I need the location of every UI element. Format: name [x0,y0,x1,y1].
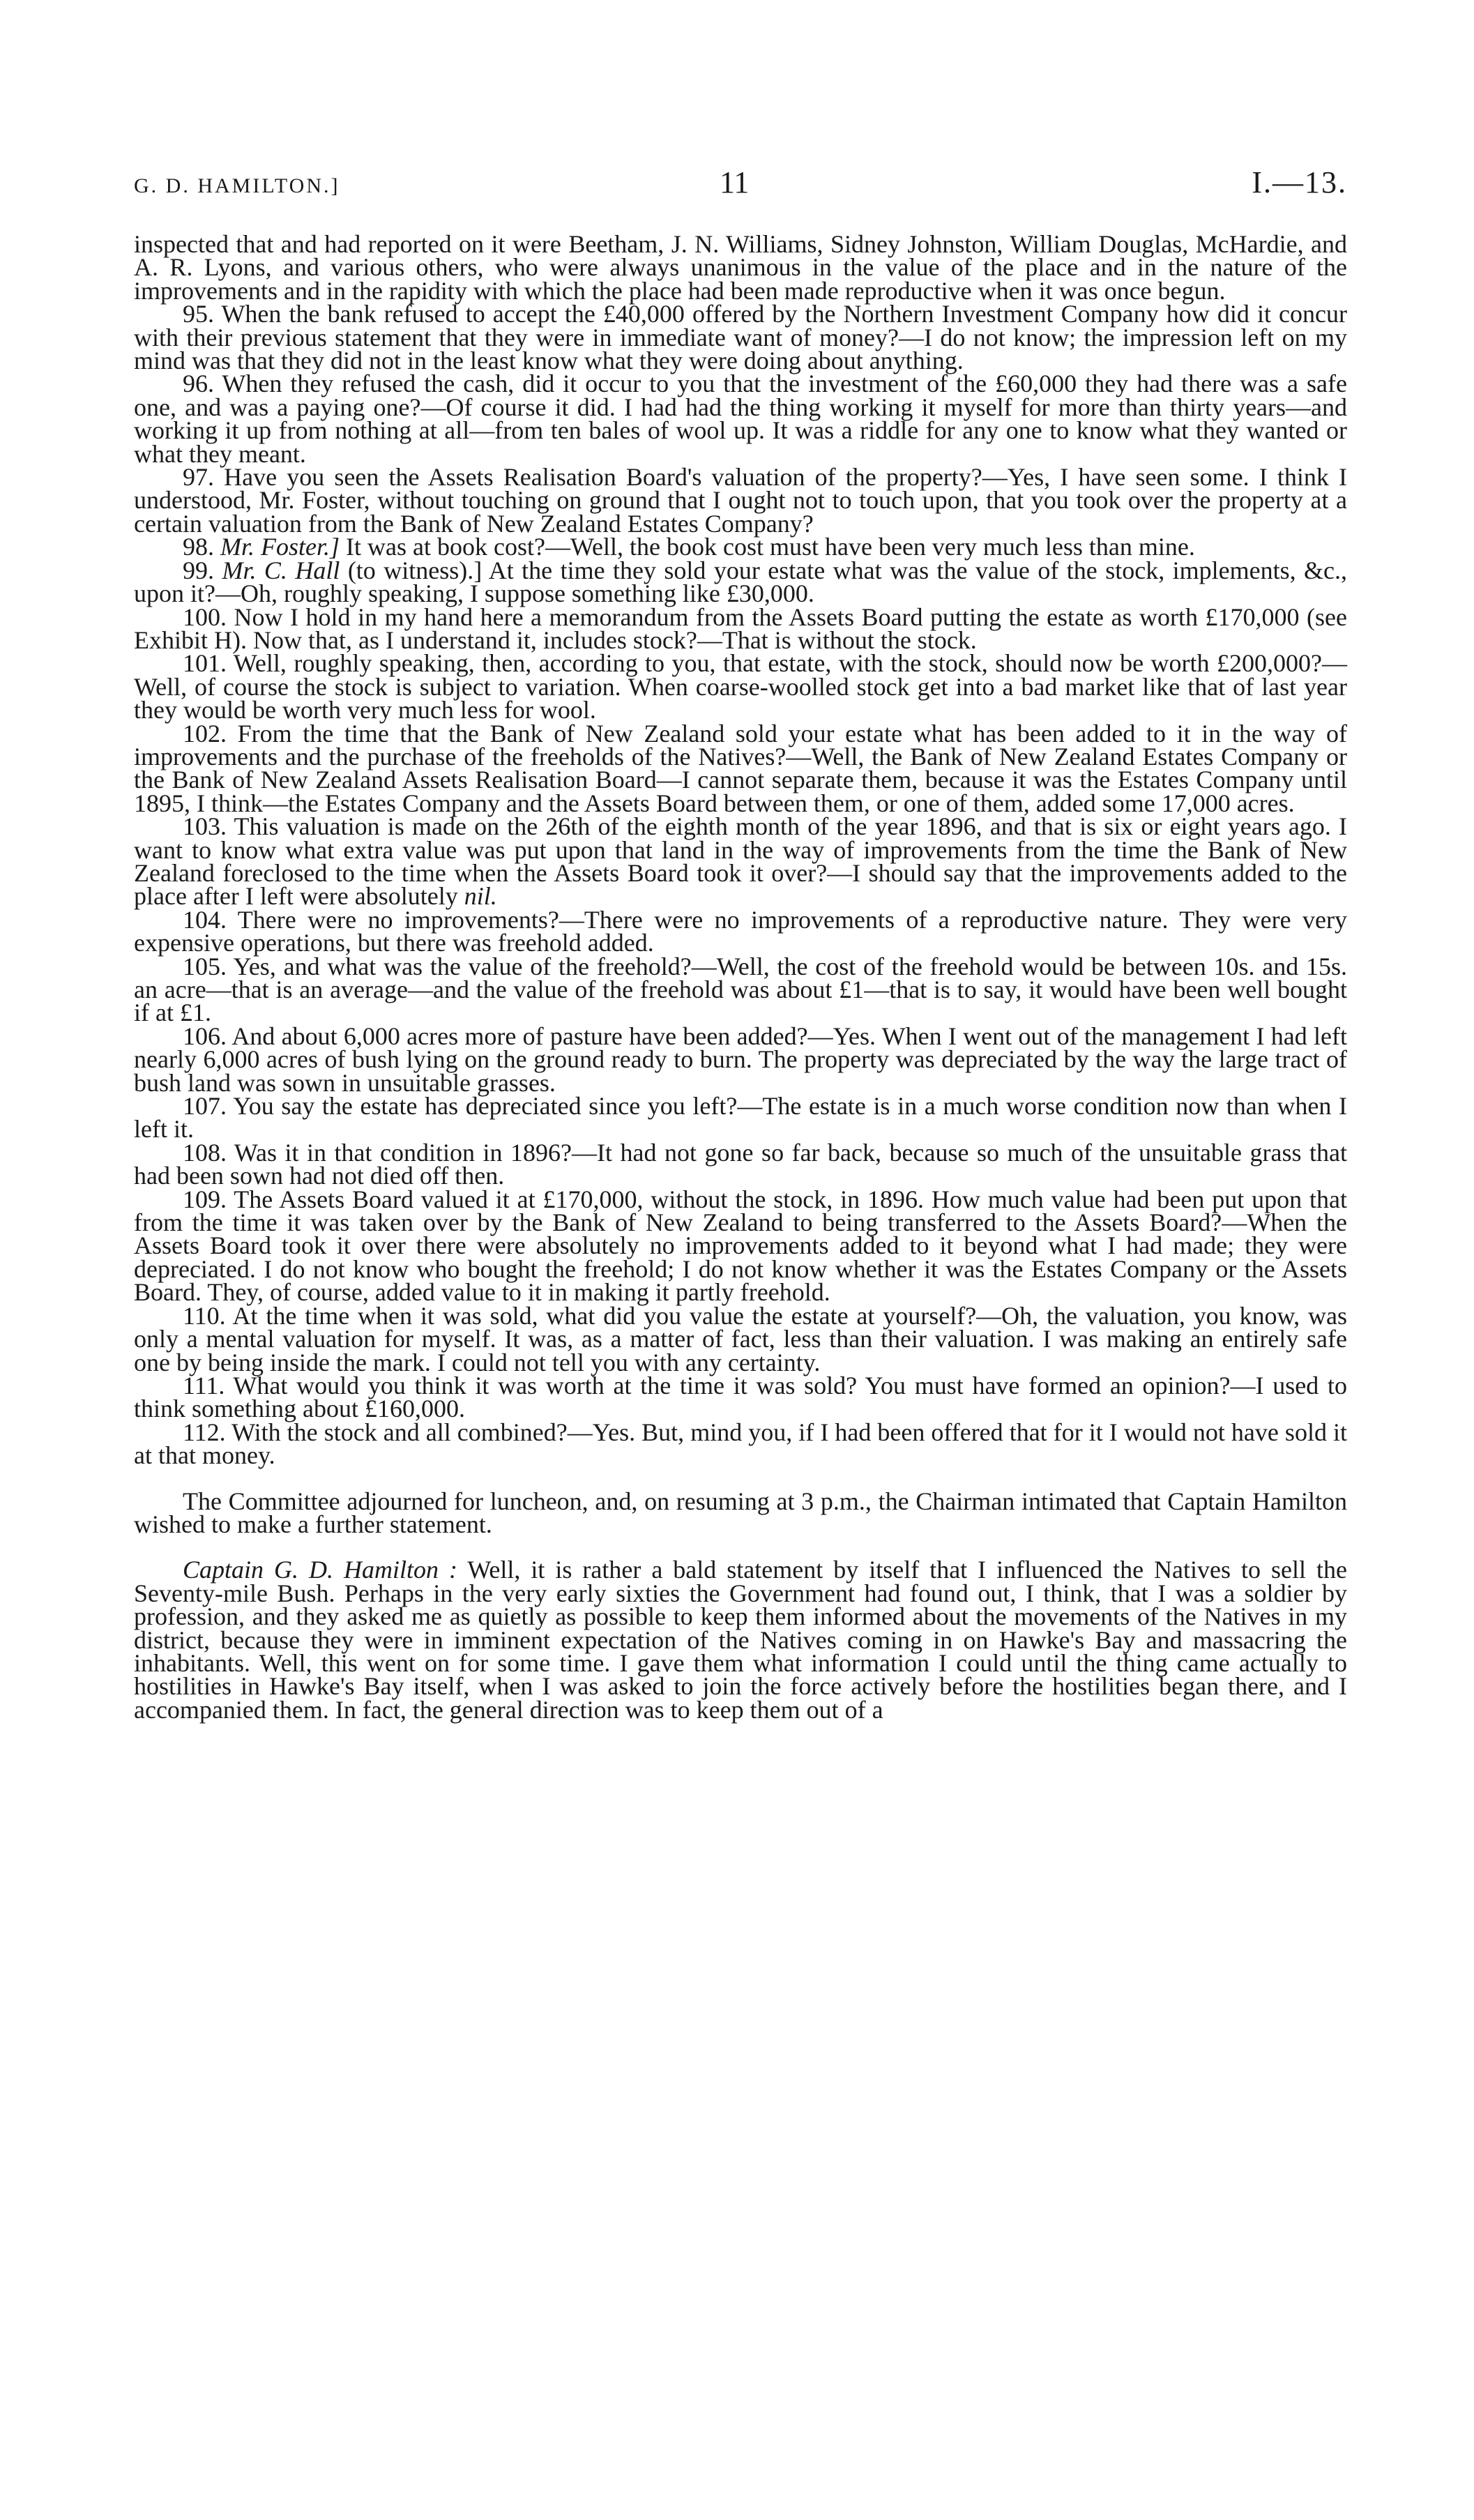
question-text: Well, roughly speaking, then, according to you, that estate, with the stock, should now be worth £200,000?—Well, of course the stock is subject to variation. When coarse-woolled stock get into a bad market like that of last year they would be worth very much less for wool. [134,649,1347,724]
question-104 [134,905,1347,957]
question-95 [134,300,1347,375]
question-number: 98. [183,533,214,561]
question-96 [134,372,1347,466]
adjournment-note: The Committee adjourned for luncheon, and, on resuming at 3 p.m., the Chairman intimated that Captain Hamilton wished to make a further statement. [134,1487,1347,1538]
page-body [134,230,1348,1724]
question-number: 97. [183,463,214,492]
speaker-note: (to witness).] [347,556,483,584]
speaker-name: Mr. Foster.] [220,533,340,561]
question-number: 108. [183,1138,227,1167]
speaker-name: Mr. C. Hall [222,556,340,584]
question-105 [134,952,1347,1027]
question-110 [134,1301,1348,1376]
question-number: 107. [183,1092,227,1121]
italic-tail: nil. [464,882,497,911]
question-number: 105. [183,952,227,980]
question-text: Yes, and what was the value of the freehold?—Well, the cost of the freehold would be between 10s. and 15s. an acre—that is an average—and the value of the freehold was about £1—that is to say, it would have been well bought if at £1. [134,952,1347,1027]
question-103 [134,812,1347,911]
question-text: This valuation is made on the 26th of the eighth month of the year 1896, and that is six or eight years ago. I want to know what extra value was put upon that land in the way of improvements from the time the Bank of New Zealand foreclosed to the time when the Assets Board took it over?—I should say that the improvements added to the place after I left were absolutely [134,812,1347,911]
question-text: Was it in that condition in 1896?—It had not gone so far back, because so much of the unsuitable grass that had been sown had not died off then. [134,1138,1347,1190]
question-106 [134,1022,1347,1097]
page-header [134,165,1347,206]
question-102 [134,719,1347,817]
speaker-name: Captain G. D. Hamilton : [183,1556,457,1584]
question-number: 112. [183,1418,226,1446]
question-text: The Assets Board valued it at £170,000, without the stock, in 1896. How much value had been put upon that from the time it was taken over by the Bank of New Zealand to being transferred to the Assets Board?—When the Assets Board took it over there were absolutely no improvements added to it beyond what I had made; they were depreciated. I do not know who bought the freehold; I do not know whether it was the Estates Company or the Assets Board. They, of course, added value to it in making it partly freehold. [134,1185,1347,1307]
question-number: 99. [183,556,214,584]
question-number: 96. [183,370,214,398]
question-number: 110. [183,1301,226,1330]
question-108 [134,1138,1347,1190]
question-number: 111. [183,1371,225,1399]
question-number: 102. [183,719,227,747]
question-109 [134,1185,1347,1307]
question-number: 104. [183,905,227,934]
question-text: And about 6,000 acres more of pasture have been added?—Yes. When I went out of the management I had left nearly 6,000 acres of bush lying on the ground ready to burn. The property was depreciated by the way the large tract of bush land was sown in unsuitable grasses. [134,1022,1347,1097]
question-number: 109. [183,1185,227,1213]
question-98 [134,533,1347,561]
question-number: 95. [183,300,214,328]
question-number: 101. [183,649,227,678]
question-text: What would you think it was worth at the time it was sold? You must have formed an opinion?—I used to think something about £160,000. [134,1371,1347,1423]
question-100 [134,602,1348,654]
question-text: Have you seen the Assets Realisation Board's valuation of the property?—Yes, I have seen some. I think I understood, Mr. Foster, without touching on ground that I ought not to touch upon, that you took over the property at a certain valuation from the Bank of New Zealand Estates Company? [134,463,1347,538]
question-text: At the time they sold your estate what was the value of the stock, implements, &c., upon it?—Oh, roughly speaking, I suppose something like £30,000. [134,556,1348,608]
intro-paragraph: inspected that and had reported on it were Beetham, J. N. Williams, Sidney Johnston, William Douglas, McHardie, and A. R. Lyons, and various others, who were always unanimous in the value of the place and in the nature of the improvements and in the rapidity with which the place had been made reproductive when it was once begun. [134,230,1347,305]
question-text: When they refused the cash, did it occur to you that the investment of the £60,000 they had there was a safe one, and was a paying one?—Of course it did. I had had the thing working it myself for more than thirty years—and working it up from nothing at all—from ten bales of wool up. It was a riddle for any one to know what they wanted or what they meant. [134,370,1347,468]
question-text: It was at book cost?—Well, the book cost must have been very much less than mine. [346,533,1195,561]
question-number: 100. [183,602,227,631]
question-111 [134,1371,1347,1423]
hamilton-statement [134,1558,1347,1722]
question-97 [134,463,1347,538]
statement-text: Well, it is rather a bald statement by itself that I influenced the Natives to sell the Seventy-mile Bush. Perhaps in the very early sixties the Government had found out, I think, that I was a soldier by profession, and they asked me as quietly as possible to keep them informed about the movements of the Natives in my district, because they were in imminent expectation of the Natives coming in on Hawke's Bay and massacring the inhabitants. Well, this went on for some time. I gave them what information I could until the thing came actually to hostilities in Hawke's Bay itself, when I was asked to join the force actively before the hostilities began there, and I accompanied them. In fact, the general direction was to keep them out of a [134,1556,1347,1724]
question-number: 106. [183,1022,227,1050]
header-witness-name: G. D. HAMILTON.] [134,174,340,197]
question-112 [134,1418,1347,1470]
question-text: At the time when it was sold, what did you value the estate at yourself?—Oh, the valuation, you know, was only a mental valuation for myself. It was, as a matter of fact, less than their valuation. I was making an entirely safe one by being inside the mark. I could not tell you with any certainty. [134,1301,1348,1376]
question-99 [134,556,1348,608]
question-107 [134,1092,1347,1144]
question-text: With the stock and all combined?—Yes. But, mind you, if I had been offered that for it I would not have sold it at that money. [134,1418,1347,1470]
question-text: From the time that the Bank of New Zealand sold your estate what has been added to it in the way of improvements and the purchase of the freeholds of the Natives?—Well, the Bank of New Zealand Estates Company or the Bank of New Zealand Assets Realisation Board—I cannot separate them, because it was the Estates Company until 1895, I think—the Estates Company and the Assets Board between them, or one of them, added some 17,000 acres. [134,719,1347,817]
question-text: There were no improvements?—There were no improvements of a reproductive nature. They were very expensive operations, but there was freehold added. [134,905,1347,957]
question-text: Now I hold in my hand here a memorandum from the Assets Board putting the estate as worth £170,000 (see Exhibit H). Now that, as I understand it, includes stock?—That is without the stock. [134,602,1348,654]
paper-reference: I.—13. [1252,165,1347,199]
question-text: When the bank refused to accept the £40,000 offered by the Northern Investment Company how did it concur with their previous statement that they were in immediate want of money?—I do not know; the impression left on my mind was that they did not in the least know what they were doing about anything. [134,300,1347,375]
question-text: You say the estate has depreciated since you left?—The estate is in a much worse condition now than when I left it. [134,1092,1347,1144]
question-number: 103. [183,812,227,841]
question-101 [134,649,1347,724]
page-number: 11 [720,165,750,199]
